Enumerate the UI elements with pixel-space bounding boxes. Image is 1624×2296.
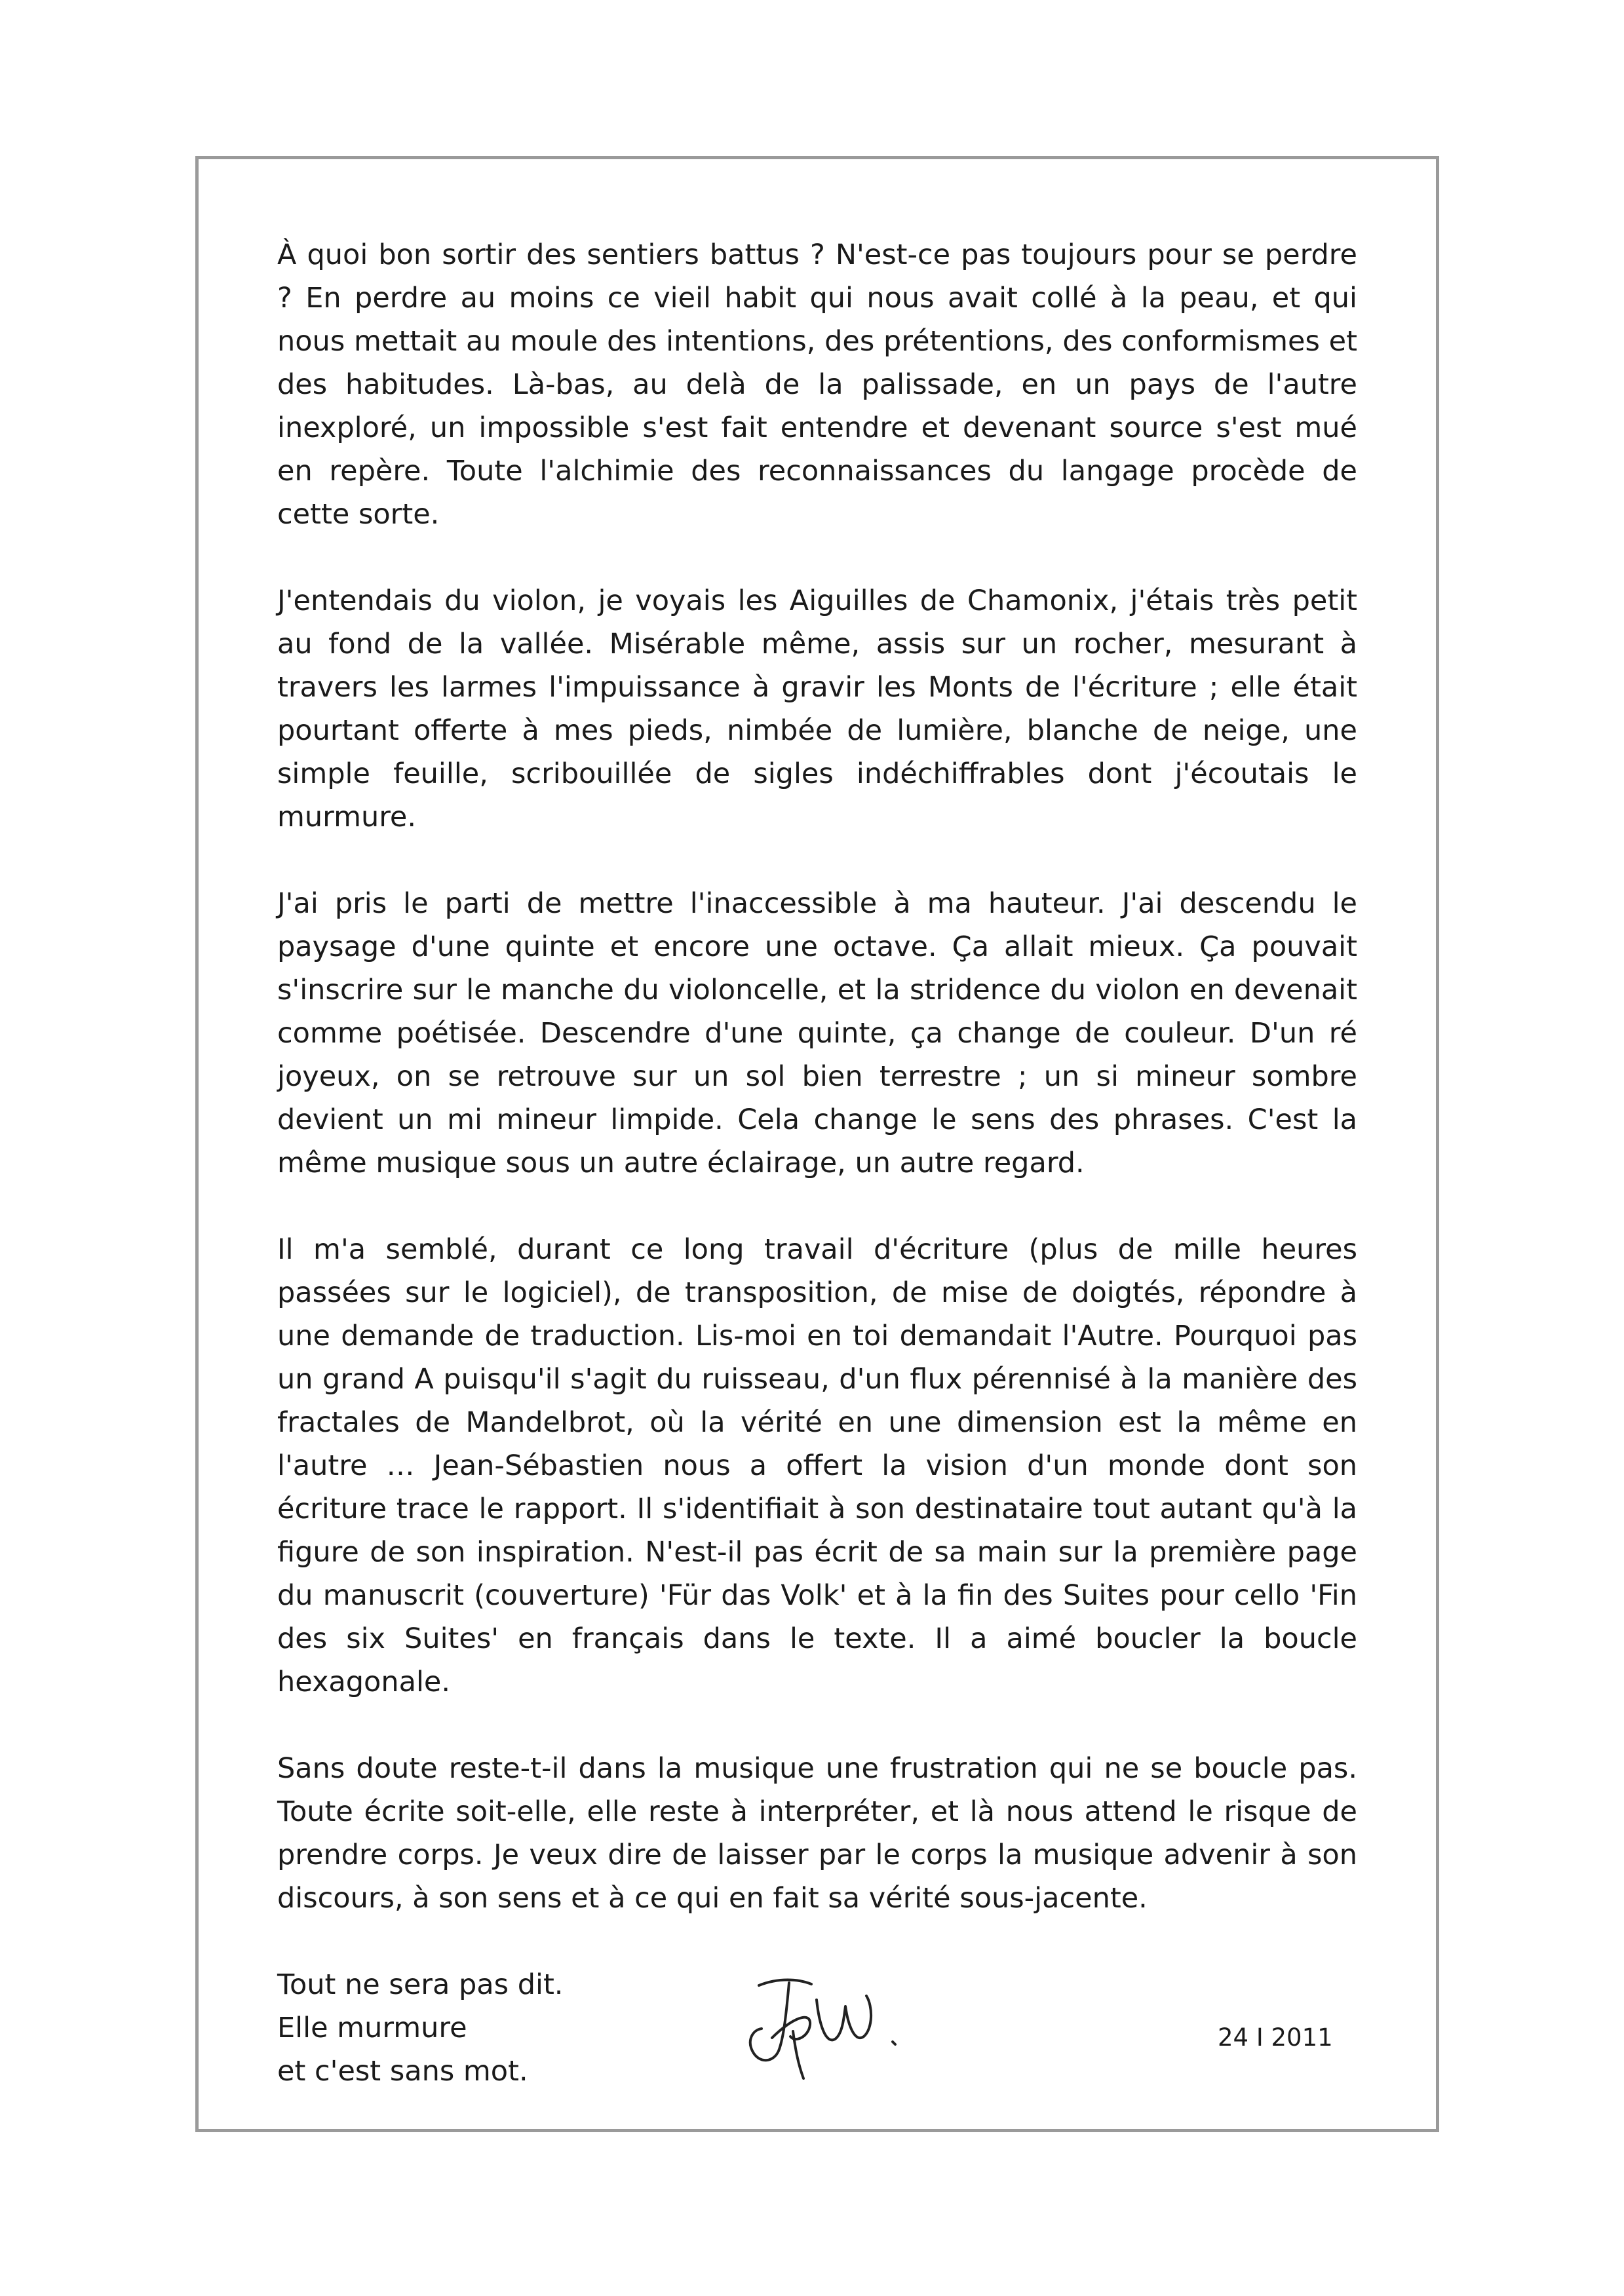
paragraph-2: J'entendais du violon, je voyais les Aiguilles de Chamonix, j'étais très petit au fond de la vallée. Misérable même, assis sur un rocher, mesurant à travers les larmes l'impuissance à gravir les Monts de l'écriture ; elle était pourtant offerte à mes pieds, nimbée de lumière, blanche de neige, une simple feuille, scribouillée de sigles indéchiffrables dont j'écoutais le murmure. xyxy=(277,584,1357,833)
closing-line-1: Tout ne sera pas dit. xyxy=(277,1968,564,2001)
letter-body xyxy=(277,233,1357,2093)
closing-line-3: et c'est sans mot. xyxy=(277,2055,528,2088)
paragraph-3: J'ai pris le parti de mettre l'inaccessible à ma hauteur. J'ai descendu le paysage d'une quinte et encore une octave. Ça allait mieux. Ça pouvait s'inscrire sur le manche du violoncelle, et la stridence du violon en devenait comme poétisée. Descendre d'une quinte, ça change de couleur. D'un ré joyeux, on se retrouve sur un sol bien terrestre ; un si mineur sombre devient un mi mineur limpide. Cela change le sens des phrases. C'est la même musique sous un autre éclairage, un autre regard. xyxy=(277,887,1357,1179)
paragraph-5: Sans doute reste-t-il dans la musique une frustration qui ne se boucle pas. Toute écrite soit-elle, elle reste à interpréter, et là nous attend le risque de prendre corps. Je veux dire de laisser par le corps la musique advenir à son discours, à son sens et à ce qui en fait sa vérité sous-jacente. xyxy=(277,1752,1357,1915)
handwritten-signature xyxy=(733,1959,916,2084)
paragraph-1: À quoi bon sortir des sentiers battus ? N'est-ce pas toujours pour se perdre ? En perdre au moins ce vieil habit qui nous avait collé à la peau, et qui nous mettait au moule des intentions, des prétentions, des conformismes et des habitudes. Là-bas, au delà de la palissade, en un pays de l'autre inexploré, un impossible s'est fait entendre et devenant source s'est mué en repère. Toute l'alchimie des reconnaissances du langage procède de cette sorte. xyxy=(277,239,1357,531)
paragraph-4: Il m'a semblé, durant ce long travail d'écriture (plus de mille heures passées sur le logiciel), de transposition, de mise de doigtés, répondre à une demande de traduction. Lis-moi en toi demandait l'Autre. Pourquoi pas un grand A puisqu'il s'agit du ruisseau, d'un flux pérennisé à la manière des fractales de Mandelbrot, où la vérité en une dimension est la même en l'autre … Jean-Sébastien nous a offert la vision d'un monde dont son écriture trace le rapport. Il s'identifiait à son destinataire tout autant qu'à la figure de son inspiration. N'est-il pas écrit de sa main sur la première page du manuscrit (couverture) 'Für das Volk' et à la fin des Suites pour cello 'Fin des six Suites' en français dans le texte. Il a aimé boucler la boucle hexagonale. xyxy=(277,1233,1357,1698)
closing-line-2: Elle murmure xyxy=(277,2012,467,2044)
date: 24 I 2011 xyxy=(1218,2023,1333,2052)
